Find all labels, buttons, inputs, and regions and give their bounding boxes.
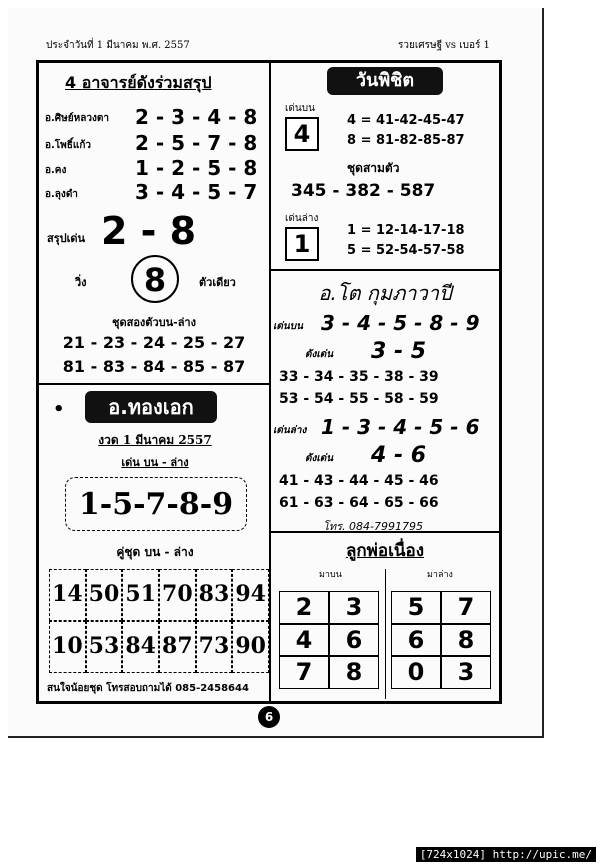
run-label: วิ่ง (75, 276, 87, 289)
top-star: 3 - 5 (371, 339, 427, 364)
top-digit: 4 (285, 117, 319, 151)
pair-cell: 70 (159, 569, 196, 621)
bullet-icon: • (53, 399, 65, 420)
content-frame (36, 60, 502, 704)
o-to-title: อ.โต กุมภาวาปี (318, 281, 452, 305)
luk-pho-panel (270, 532, 500, 702)
pairs-row: 21 - 23 - 24 - 25 - 27 (62, 333, 246, 352)
phone-line: โทร. 084-7991795 (323, 520, 424, 533)
pair-cell: 94 (232, 569, 269, 621)
bottom-line: 5 = 52-54-57-58 (347, 243, 465, 258)
four-masters-title: 4 อาจารย์ดังร่วมสรุป (65, 73, 212, 92)
tong-ek-panel (38, 384, 270, 702)
bottom-label: มาล่าง (427, 570, 453, 580)
main-numbers: 1-5-7-8-9 (65, 477, 247, 531)
header-date: ประจำวันที่ 1 มีนาคม พ.ศ. 2557 (46, 40, 190, 51)
three-line: 345 - 382 - 587 (291, 181, 436, 201)
bottom-line: 1 = 12-14-17-18 (347, 223, 465, 238)
summary-value: 2 - 8 (101, 209, 197, 253)
page-number: 6 (258, 706, 280, 728)
pair-cell: 84 (122, 621, 159, 673)
draw-date: งวด 1 มีนาคม 2557 (98, 433, 212, 447)
bottom-digit-grid (391, 591, 491, 689)
wanpichit-panel (270, 62, 500, 270)
top-line: 8 = 81-82-85-87 (347, 133, 465, 148)
digit-cell: 4 (279, 624, 329, 657)
top-line: 3 - 4 - 5 - 8 - 9 (321, 311, 480, 335)
master-numbers: 3 - 4 - 5 - 7 (135, 180, 258, 204)
digit-cell: 3 (329, 591, 379, 624)
bottom-row: 41 - 43 - 44 - 45 - 46 (279, 473, 439, 489)
pair-cell: 10 (49, 621, 86, 673)
digit-cell: 8 (441, 624, 491, 657)
pairs-grid (49, 569, 269, 673)
top-digit-grid (279, 591, 379, 689)
top-star-label: ดังเด่น (305, 349, 334, 360)
luk-pho-title: ลูกพ่อเนื่อง (345, 541, 425, 561)
bottom-line: 1 - 3 - 4 - 5 - 6 (321, 415, 480, 439)
top-label: เด่นบน (285, 103, 315, 114)
wanpichit-title: วันพิชิต (327, 67, 443, 95)
header-title: รวยเศรษฐี vs เบอร์ 1 (398, 40, 490, 51)
pair-cell: 87 (159, 621, 196, 673)
top-label: เด่นบน (273, 321, 303, 332)
bottom-label: เด่นล่าง (285, 213, 319, 224)
digit-cell: 5 (391, 591, 441, 624)
column-divider (385, 569, 386, 699)
sub-label: เด่น บน - ล่าง (121, 456, 189, 469)
top-line: 4 = 41-42-45-47 (347, 113, 465, 128)
pair-cell: 83 (196, 569, 233, 621)
pairs-title: ชุดสองตัวบน-ล่าง (112, 316, 196, 329)
master-name: อ.โพธิ์แก้ว (45, 140, 91, 151)
bottom-row: 61 - 63 - 64 - 65 - 66 (279, 495, 439, 511)
pairs-title: คู่ชุด บน - ล่าง (116, 545, 194, 559)
digit-cell: 7 (441, 591, 491, 624)
tong-ek-title: อ.ทองเอก (85, 391, 217, 423)
single-digit-circle: 8 (131, 255, 179, 303)
summary-label: สรุปเด่น (47, 232, 86, 245)
pairs-row: 81 - 83 - 84 - 85 - 87 (62, 357, 246, 376)
master-name: อ.ศิษย์หลวงตา (45, 113, 109, 124)
image-footer[interactable]: [724x1024] http://upic.me/ (416, 847, 596, 862)
pair-cell: 14 (49, 569, 86, 621)
o-to-panel (270, 270, 500, 532)
top-row: 53 - 54 - 55 - 58 - 59 (279, 391, 439, 407)
three-label: ชุดสามตัว (347, 161, 400, 175)
contact-line: สนใจน้อยชุด โทรสอบถามได้ 085-2458644 (47, 683, 249, 694)
master-numbers: 2 - 5 - 7 - 8 (135, 131, 258, 155)
digit-cell: 8 (329, 656, 379, 689)
single-label: ตัวเดียว (199, 276, 236, 289)
pair-cell: 73 (196, 621, 233, 673)
digit-cell: 6 (391, 624, 441, 657)
top-label: มาบน (319, 570, 342, 580)
master-numbers: 1 - 2 - 5 - 8 (135, 156, 258, 180)
digit-cell: 6 (329, 624, 379, 657)
digit-cell: 3 (441, 656, 491, 689)
master-numbers: 2 - 3 - 4 - 8 (135, 105, 258, 129)
top-row: 33 - 34 - 35 - 38 - 39 (279, 369, 439, 385)
bottom-label: เด่นล่าง (273, 425, 307, 436)
bottom-digit: 1 (285, 227, 319, 261)
bottom-star-label: ดังเด่น (305, 453, 334, 464)
pair-cell: 90 (232, 621, 269, 673)
pair-cell: 53 (86, 621, 123, 673)
digit-cell: 7 (279, 656, 329, 689)
master-name: อ.คง (45, 165, 67, 176)
bottom-star: 4 - 6 (371, 443, 427, 468)
master-name: อ.ลุงดำ (45, 189, 78, 200)
digit-cell: 0 (391, 656, 441, 689)
digit-cell: 2 (279, 591, 329, 624)
pair-cell: 50 (86, 569, 123, 621)
four-masters-panel (38, 62, 270, 384)
pair-cell: 51 (122, 569, 159, 621)
